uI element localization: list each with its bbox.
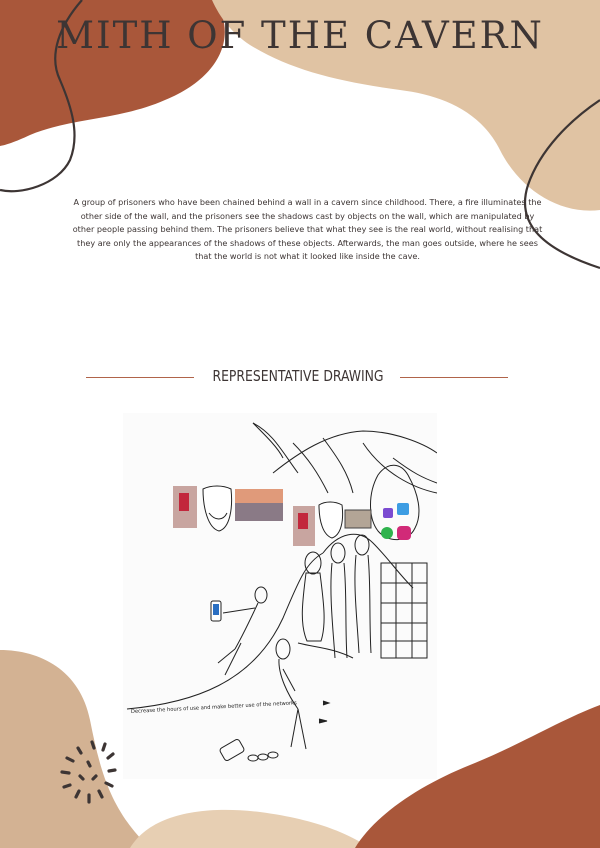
twitch-icon	[383, 508, 393, 518]
whatsapp-icon	[381, 527, 393, 539]
wall-grid	[381, 563, 427, 658]
cave-outline	[127, 553, 323, 709]
laptop-photo	[345, 510, 371, 528]
intro-paragraph: A group of prisoners who have been chained behind a wall in a cavern since childhood. There, a fire illuminates the other side of the wall, and the prisoners see the shadows cast by objects on the wall, which are manipulated by other people passing behind them. The prisoners believe that what they see is the real world, without realising that they are only the appearances of the shadows of these objects. Afterwards, the man goes outside, where he sees that the world is not what it looked like inside the cave.	[72, 197, 543, 261]
heading-rule-right	[400, 377, 508, 378]
cave-inner-arch	[323, 534, 413, 588]
theatre-mask-1	[203, 486, 232, 531]
section-heading	[0, 366, 600, 390]
dropped-phone	[219, 738, 245, 761]
instagram-icon	[397, 526, 411, 540]
tree-trunk	[273, 431, 437, 473]
chained-prisoners	[298, 535, 371, 658]
bottom-center-blob	[130, 810, 370, 848]
cave-sketch	[123, 413, 437, 779]
theatre-mask-2	[319, 502, 343, 538]
page-title: MITH OF THE CAVERN	[56, 14, 544, 57]
section-heading-label: REPRESENTATIVE DRAWING	[212, 367, 384, 385]
person-with-phone	[211, 587, 267, 675]
person-walking	[276, 639, 329, 749]
representative-drawing	[123, 413, 437, 779]
broken-chain	[248, 752, 278, 761]
heading-rule-left	[86, 377, 194, 378]
twitter-icon	[397, 503, 409, 515]
drawing-caption: Decrease the hours of use and make better use of the networks	[130, 700, 297, 715]
fire-shape	[371, 465, 419, 539]
